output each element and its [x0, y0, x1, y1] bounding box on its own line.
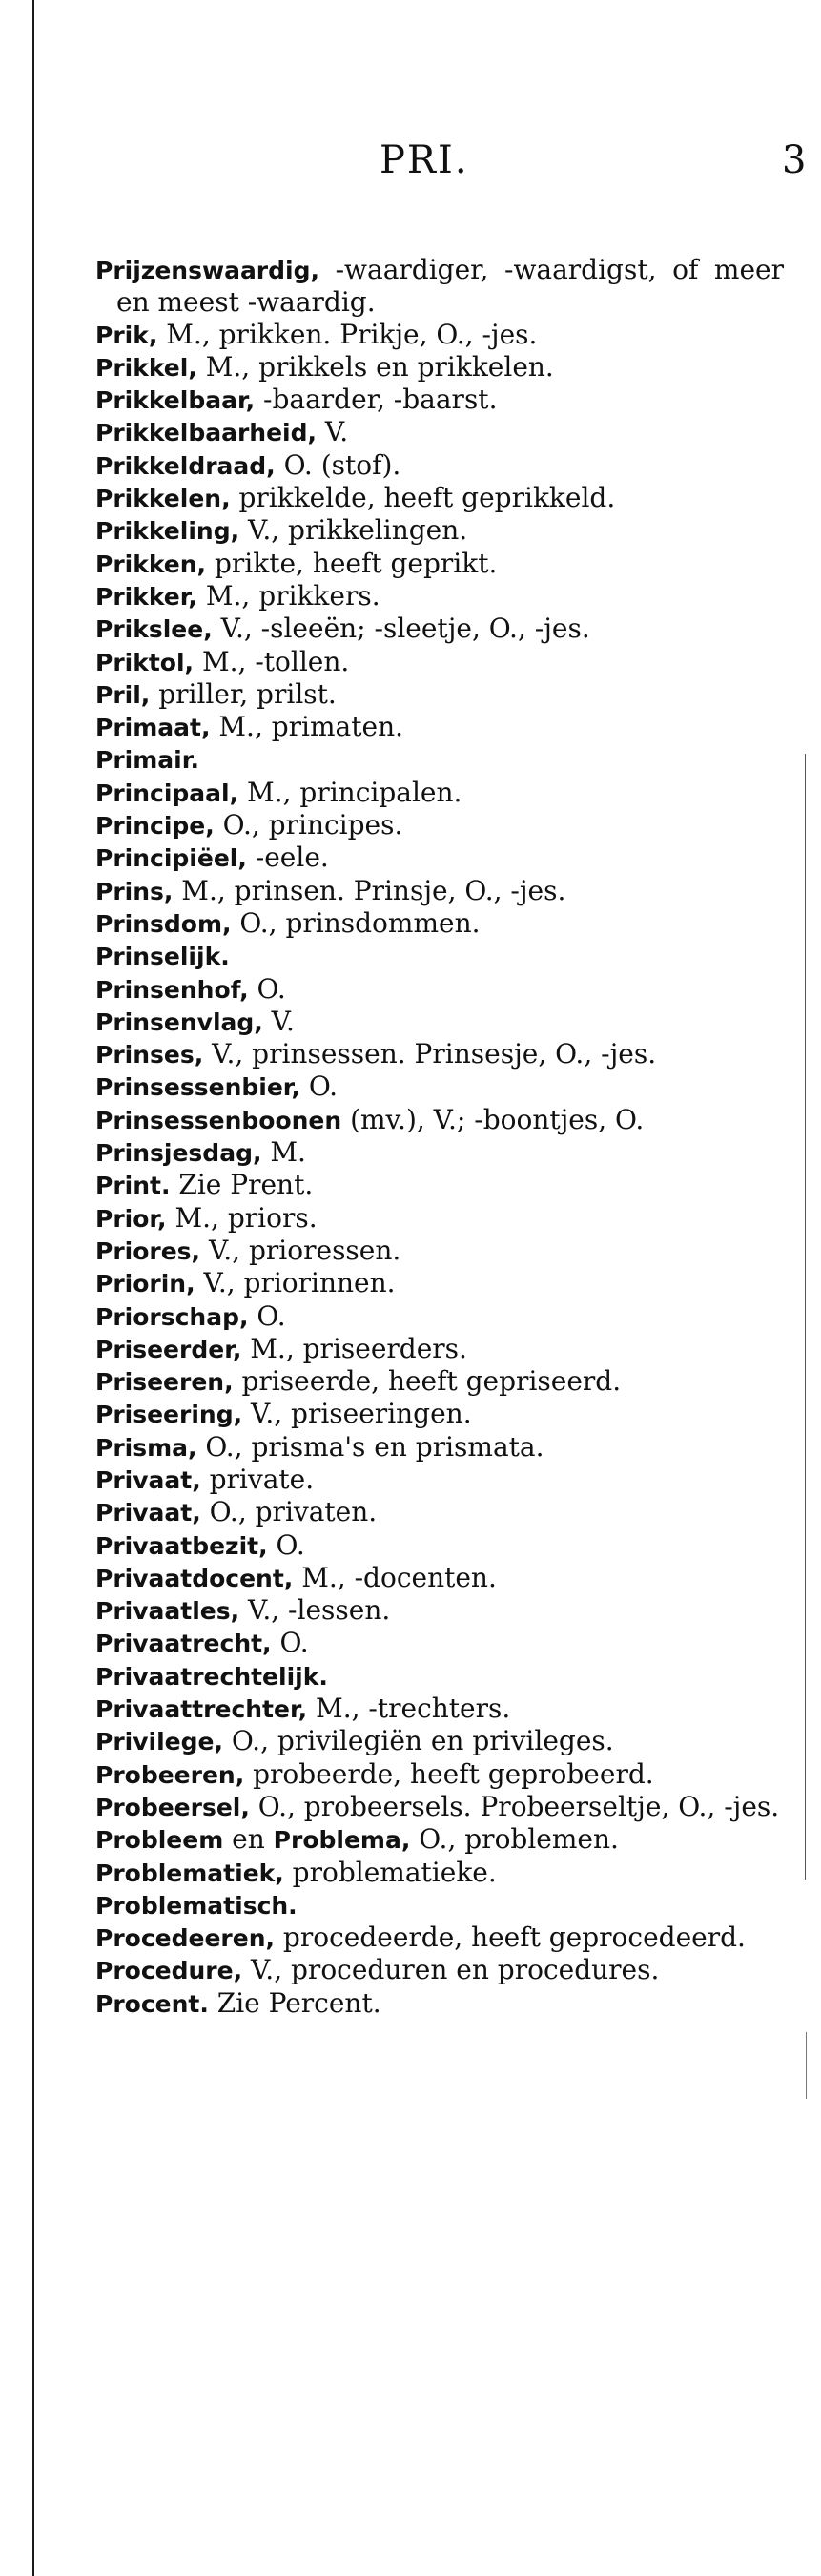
- entry-definition: V.: [262, 1005, 295, 1037]
- entry-definition: prikte, heeft geprikt.: [206, 547, 498, 579]
- entry-headword: Privaatbezit,: [95, 1531, 268, 1560]
- entry-headword: Prinses,: [95, 1041, 204, 1070]
- entry-headword: Principe,: [95, 812, 215, 841]
- entry-headword: Prinselijk.: [95, 943, 230, 971]
- dictionary-entry: [95, 548, 784, 580]
- right-margin-rule: [805, 754, 806, 1880]
- dictionary-entry: [95, 1987, 784, 2020]
- entry-definition: O.: [248, 972, 286, 1005]
- dictionary-entry: [95, 1006, 784, 1038]
- entry-headword: Procent.: [95, 1989, 209, 2018]
- dictionary-entry: [95, 482, 784, 514]
- entry-definition: en: [223, 1823, 274, 1856]
- entry-headword: Privilege,: [95, 1728, 223, 1756]
- entry-definition: O., prinsdommen.: [231, 906, 481, 939]
- dictionary-entry: [95, 1104, 784, 1136]
- left-margin-rule: [32, 0, 34, 2576]
- dictionary-entry: [95, 1922, 784, 1954]
- dictionary-entry: [95, 1791, 784, 1823]
- dictionary-entry: [95, 384, 784, 416]
- entry-headword: Prinsessenboonen: [95, 1106, 342, 1134]
- entry-definition: O.: [271, 1627, 309, 1659]
- entry-definition: -baarder, -baarst.: [255, 384, 498, 416]
- entry-headword: Print.: [95, 1172, 171, 1200]
- dictionary-entry: [95, 940, 784, 972]
- dictionary-entry: [95, 1136, 784, 1169]
- dictionary-entry: [95, 351, 784, 384]
- dictionary-entry: [95, 613, 784, 645]
- dictionary-entry: [95, 1562, 784, 1594]
- entry-headword: Privaatles,: [95, 1597, 240, 1626]
- entry-definition: M.: [261, 1136, 306, 1169]
- entry-definition: problematieke.: [283, 1856, 497, 1888]
- entry-definition: V., prioressen.: [200, 1234, 401, 1266]
- entry-definition: M., priseerders.: [241, 1332, 467, 1364]
- entry-definition: M., principalen.: [238, 776, 462, 808]
- entry-definition: O., prisma's en prismata.: [196, 1430, 544, 1463]
- entry-definition: M., prikkers.: [196, 579, 380, 612]
- entry-headword: Prikkeldraad,: [95, 451, 276, 480]
- entry-headword: Prijzenswaardig,: [95, 257, 319, 284]
- entry-definition: O., principes.: [214, 809, 403, 841]
- entry-headword: Prikkel,: [95, 353, 197, 382]
- dictionary-entry: [95, 875, 784, 907]
- entry-definition: V., -sleeën; -sleetje, O., -jes.: [212, 613, 590, 645]
- entry-definition: M., primaten.: [210, 711, 404, 743]
- dictionary-entry: [95, 1202, 784, 1235]
- dictionary-entry: [95, 646, 784, 678]
- right-margin-rule-lower: [806, 2032, 807, 2099]
- entry-headword: Privaattrechter,: [95, 1695, 308, 1724]
- entry-headword: Prikker,: [95, 582, 197, 611]
- dictionary-entry: [95, 319, 784, 351]
- entry-definition: O.: [248, 1299, 286, 1332]
- entry-definition: O., privilegiën en privileges.: [222, 1725, 614, 1757]
- entry-definition: Zie Prent.: [170, 1169, 314, 1201]
- entry-headword: Prikken,: [95, 550, 207, 578]
- entry-definition: private.: [200, 1463, 315, 1495]
- entry-definition: O.: [267, 1528, 305, 1561]
- entry-definition: -eele.: [246, 841, 329, 874]
- dictionary-entry: [95, 1496, 784, 1528]
- entry-definition: prikkelde, heeft geprikkeld.: [230, 482, 616, 514]
- entry-headword: Principiëel,: [95, 844, 247, 873]
- entry-headword: Privaatrecht,: [95, 1630, 272, 1658]
- dictionary-entry: [95, 1823, 784, 1856]
- dictionary-entry: [95, 1365, 784, 1398]
- dictionary-entries: [95, 254, 784, 2020]
- entry-definition: V., priorinnen.: [195, 1267, 396, 1299]
- entry-headword: Pril,: [95, 680, 151, 709]
- dictionary-entry: [95, 973, 784, 1006]
- dictionary-entry: [95, 1169, 784, 1201]
- entry-definition: O. (stof).: [275, 448, 401, 481]
- entry-headword: Privaat,: [95, 1465, 201, 1494]
- entry-definition: M., -docenten.: [293, 1561, 497, 1593]
- dictionary-entry: [95, 254, 784, 319]
- entry-definition: probeerde, heeft geprobeerd.: [244, 1757, 654, 1790]
- entry-headword: Prikkelbaarheid,: [95, 419, 318, 447]
- dictionary-entry: [95, 1594, 784, 1627]
- entry-definition: M., prikken. Prikje, O., -jes.: [157, 318, 538, 350]
- entry-definition: V., prinsessen. Prinsesje, O., -jes.: [203, 1038, 657, 1070]
- entry-definition: V., -lessen.: [239, 1594, 391, 1627]
- entry-headword: Procedure,: [95, 1957, 243, 1985]
- entry-definition: V., prikkelingen.: [239, 514, 468, 547]
- entry-definition: V.: [317, 416, 349, 448]
- entry-definition: (mv.), V.; -boontjes, O.: [341, 1103, 645, 1135]
- entry-definition: M., priors.: [166, 1201, 318, 1234]
- dictionary-entry: [95, 1660, 784, 1693]
- entry-definition: -waardiger, -waardigst, of meer en meest -waardig.: [116, 254, 784, 319]
- entry-definition: V., priseeringen.: [242, 1398, 472, 1430]
- dictionary-entry: [95, 711, 784, 743]
- entry-definition: O., problemen.: [410, 1823, 619, 1856]
- entry-headword: Prisma,: [95, 1433, 197, 1462]
- entry-definition: O., privaten.: [200, 1496, 378, 1528]
- entry-definition: M., -tollen.: [194, 645, 350, 677]
- entry-definition: M., prikkels en prikkelen.: [196, 350, 554, 383]
- dictionary-entry: [95, 1693, 784, 1725]
- entry-headword: Problematiek,: [95, 1859, 284, 1887]
- dictionary-entry: [95, 1627, 784, 1659]
- dictionary-entry: [95, 1431, 784, 1464]
- entry-headword: Priktol,: [95, 648, 195, 676]
- entry-headword: Priorschap,: [95, 1302, 249, 1331]
- entry-headword: Privaatdocent,: [95, 1564, 294, 1592]
- entry-headword: Probleem: [95, 1826, 224, 1855]
- entry-headword: Procedeeren,: [95, 1924, 275, 1953]
- entry-headword: Principaal,: [95, 779, 239, 807]
- dictionary-entry: [95, 678, 784, 711]
- dictionary-entry: [95, 1529, 784, 1562]
- entry-definition: procedeerde, heeft geprocedeerd.: [275, 1922, 746, 1954]
- dictionary-entry: [95, 1464, 784, 1496]
- dictionary-entry: [95, 514, 784, 547]
- dictionary-entry: [95, 841, 784, 874]
- dictionary-entry: [95, 907, 784, 940]
- entry-headword: Prior,: [95, 1204, 167, 1233]
- entry-headword: Probeersel,: [95, 1793, 250, 1821]
- entry-definition: priseerde, heeft gepriseerd.: [233, 1365, 622, 1398]
- dictionary-entry: [95, 1038, 784, 1070]
- entry-headword: Priseerder,: [95, 1335, 242, 1363]
- entry-headword: Prik,: [95, 321, 158, 349]
- dictionary-entry: [95, 809, 784, 841]
- dictionary-entry: [95, 580, 784, 613]
- entry-headword: Prinsenhof,: [95, 975, 249, 1004]
- entry-definition: Zie Percent.: [208, 1986, 381, 2019]
- entry-definition: M., -trechters.: [307, 1693, 511, 1725]
- entry-definition: O.: [299, 1070, 339, 1103]
- entry-headword: Problema,: [273, 1826, 411, 1855]
- entry-headword: Prinsenvlag,: [95, 1008, 263, 1036]
- entry-definition: O., probeersels. Probeerseltje, O., -jes.: [249, 1790, 780, 1822]
- entry-headword: Prinsdom,: [95, 909, 232, 938]
- entry-headword: Prikkeling,: [95, 517, 240, 546]
- dictionary-entry: [95, 1070, 784, 1103]
- entry-headword: Primaat,: [95, 714, 211, 742]
- dictionary-entry: [95, 743, 784, 776]
- dictionary-entry: [95, 1300, 784, 1333]
- dictionary-entry: [95, 1954, 784, 1986]
- entry-definition: V., proceduren en procedures.: [242, 1954, 660, 1986]
- dictionary-entry: [95, 1398, 784, 1430]
- entry-headword: Privaatrechtelijk.: [95, 1662, 328, 1691]
- entry-headword: Primair.: [95, 746, 199, 775]
- entry-headword: Prinsessenbier,: [95, 1073, 300, 1102]
- page-number: 3: [782, 138, 807, 182]
- entry-headword: Prinsjesdag,: [95, 1139, 262, 1168]
- entry-headword: Priseering,: [95, 1401, 243, 1429]
- entry-headword: Prikkelen,: [95, 485, 231, 513]
- dictionary-entry: [95, 1267, 784, 1299]
- entry-headword: Priseeren,: [95, 1368, 234, 1397]
- entry-definition: priller, prilst.: [150, 677, 337, 710]
- entry-headword: Priores,: [95, 1236, 201, 1265]
- entry-headword: Prins,: [95, 877, 174, 905]
- page-title: PRI.: [380, 138, 469, 182]
- dictionary-entry: [95, 1857, 784, 1889]
- dictionary-entry: [95, 416, 784, 448]
- dictionary-entry: [95, 1889, 784, 1922]
- entry-headword: Probeeren,: [95, 1760, 245, 1789]
- dictionary-entry: [95, 777, 784, 809]
- dictionary-entry: [95, 1725, 784, 1757]
- dictionary-entry: [95, 1333, 784, 1365]
- dictionary-entry: [95, 1235, 784, 1267]
- entry-headword: Prikkelbaar,: [95, 386, 256, 415]
- dictionary-entry: [95, 449, 784, 482]
- entry-headword: Privaat,: [95, 1499, 201, 1527]
- page-header: [0, 138, 821, 196]
- entry-headword: Priorin,: [95, 1270, 195, 1298]
- entry-headword: Prikslee,: [95, 615, 213, 644]
- entry-headword: Problematisch.: [95, 1891, 298, 1920]
- dictionary-entry: [95, 1758, 784, 1791]
- entry-definition: M., prinsen. Prinsje, O., -jes.: [173, 874, 566, 906]
